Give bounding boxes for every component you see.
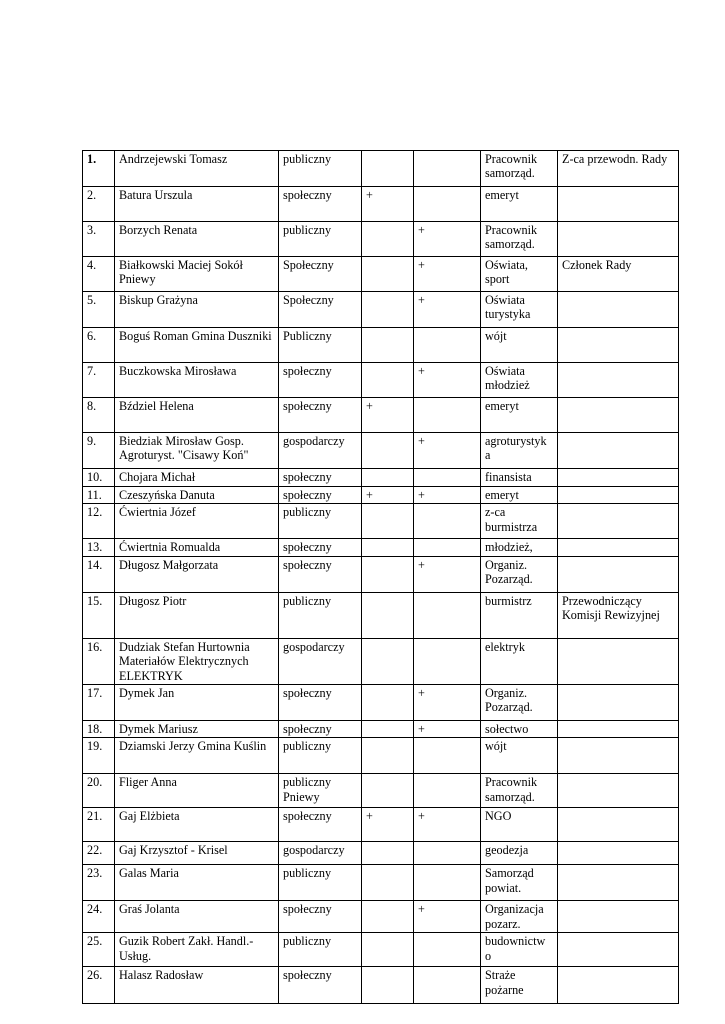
row-number: 12. xyxy=(83,504,115,539)
sector-cell: publiczny xyxy=(279,504,362,539)
role-cell: emeryt xyxy=(481,187,558,222)
role-cell: Organiz. Pozarząd. xyxy=(481,685,558,721)
mark-cell-1 xyxy=(362,151,414,187)
row-number: 8. xyxy=(83,398,115,433)
row-number: 14. xyxy=(83,556,115,592)
remark-cell: Członek Rady xyxy=(558,257,679,292)
row-number: 21. xyxy=(83,808,115,842)
mark-cell-2 xyxy=(414,328,481,363)
member-name: Dziamski Jerzy Gmina Kuślin xyxy=(115,738,279,774)
role-cell: Pracownik samorząd. xyxy=(481,774,558,808)
row-number: 20. xyxy=(83,774,115,808)
row-number: 16. xyxy=(83,638,115,684)
table-row xyxy=(83,808,679,842)
role-cell: NGO xyxy=(481,808,558,842)
role-cell: emeryt xyxy=(481,487,558,504)
sector-cell: społeczny xyxy=(279,808,362,842)
row-number: 25. xyxy=(83,933,115,967)
table-row xyxy=(83,685,679,721)
member-name: Andrzejewski Tomasz xyxy=(115,151,279,187)
mark-cell-2 xyxy=(414,539,481,556)
table-row xyxy=(83,328,679,363)
table-row xyxy=(83,257,679,292)
mark-cell-1 xyxy=(362,556,414,592)
member-name: Galas Maria xyxy=(115,865,279,901)
row-number: 19. xyxy=(83,738,115,774)
table-row xyxy=(83,774,679,808)
mark-cell-2: + xyxy=(414,685,481,721)
mark-cell-1 xyxy=(362,504,414,539)
mark-cell-1 xyxy=(362,933,414,967)
mark-cell-2 xyxy=(414,187,481,222)
member-name: Borzych Renata xyxy=(115,222,279,257)
role-cell: Samorząd powiat. xyxy=(481,865,558,901)
row-number: 18. xyxy=(83,721,115,738)
mark-cell-1 xyxy=(362,222,414,257)
mark-cell-2: + xyxy=(414,721,481,738)
mark-cell-1 xyxy=(362,901,414,933)
table-row xyxy=(83,738,679,774)
table-row xyxy=(83,842,679,865)
row-number: 23. xyxy=(83,865,115,901)
table-row xyxy=(83,363,679,398)
mark-cell-1 xyxy=(362,638,414,684)
table-row xyxy=(83,539,679,556)
row-number: 6. xyxy=(83,328,115,363)
member-name: Długosz Piotr xyxy=(115,592,279,638)
sector-cell: społeczny xyxy=(279,721,362,738)
mark-cell-2 xyxy=(414,469,481,487)
member-name: Buczkowska Mirosława xyxy=(115,363,279,398)
sector-cell: społeczny xyxy=(279,469,362,487)
role-cell: Organizacja pozarz. xyxy=(481,901,558,933)
remark-cell xyxy=(558,504,679,539)
member-name: Halasz Radosław xyxy=(115,967,279,1004)
remark-cell xyxy=(558,556,679,592)
row-number: 26. xyxy=(83,967,115,1004)
mark-cell-2: + xyxy=(414,901,481,933)
role-cell: elektryk xyxy=(481,638,558,684)
remark-cell xyxy=(558,222,679,257)
mark-cell-2 xyxy=(414,933,481,967)
mark-cell-1 xyxy=(362,738,414,774)
table-row xyxy=(83,933,679,967)
mark-cell-1 xyxy=(362,328,414,363)
member-name: Dymek Mariusz xyxy=(115,721,279,738)
mark-cell-1 xyxy=(362,865,414,901)
sector-cell: gospodarczy xyxy=(279,638,362,684)
member-name: Długosz Małgorzata xyxy=(115,556,279,592)
mark-cell-1: + xyxy=(362,187,414,222)
role-cell: młodzież, xyxy=(481,539,558,556)
mark-cell-1: + xyxy=(362,398,414,433)
remark-cell xyxy=(558,933,679,967)
member-name: Bździel Helena xyxy=(115,398,279,433)
mark-cell-1 xyxy=(362,469,414,487)
role-cell: geodezja xyxy=(481,842,558,865)
member-name: Białkowski Maciej Sokół Pniewy xyxy=(115,257,279,292)
table-row xyxy=(83,592,679,638)
sector-cell: Społeczny xyxy=(279,292,362,328)
role-cell: budownictw o xyxy=(481,933,558,967)
sector-cell: publiczny xyxy=(279,865,362,901)
row-number: 22. xyxy=(83,842,115,865)
member-name: Biedziak Mirosław Gosp. Agroturyst. "Cisawy Koń" xyxy=(115,433,279,469)
sector-cell: społeczny xyxy=(279,187,362,222)
row-number: 1. xyxy=(83,151,115,187)
member-name: Czeszyńska Danuta xyxy=(115,487,279,504)
mark-cell-1: + xyxy=(362,808,414,842)
mark-cell-2 xyxy=(414,842,481,865)
sector-cell: publiczny xyxy=(279,738,362,774)
row-number: 11. xyxy=(83,487,115,504)
remark-cell xyxy=(558,967,679,1004)
member-name: Guzik Robert Zakł. Handl.-Usług. xyxy=(115,933,279,967)
member-name: Graś Jolanta xyxy=(115,901,279,933)
mark-cell-2: + xyxy=(414,433,481,469)
row-number: 15. xyxy=(83,592,115,638)
mark-cell-2 xyxy=(414,151,481,187)
role-cell: agroturystyk a xyxy=(481,433,558,469)
mark-cell-2 xyxy=(414,504,481,539)
sector-cell: społeczny xyxy=(279,487,362,504)
members-table xyxy=(82,150,679,1004)
remark-cell xyxy=(558,539,679,556)
role-cell: finansista xyxy=(481,469,558,487)
role-cell: Oświata, sport xyxy=(481,257,558,292)
mark-cell-1 xyxy=(362,292,414,328)
sector-cell: społeczny xyxy=(279,967,362,1004)
sector-cell: gospodarczy xyxy=(279,842,362,865)
mark-cell-2: + xyxy=(414,808,481,842)
remark-cell xyxy=(558,721,679,738)
role-cell: Pracownik samorząd. xyxy=(481,151,558,187)
sector-cell: publiczny xyxy=(279,151,362,187)
mark-cell-1 xyxy=(362,592,414,638)
member-name: Chojara Michał xyxy=(115,469,279,487)
mark-cell-1 xyxy=(362,967,414,1004)
sector-cell: publiczny xyxy=(279,592,362,638)
row-number: 4. xyxy=(83,257,115,292)
sector-cell: Publiczny xyxy=(279,328,362,363)
sector-cell: społeczny xyxy=(279,363,362,398)
sector-cell: publiczny xyxy=(279,222,362,257)
mark-cell-2 xyxy=(414,865,481,901)
sector-cell: publiczny Pniewy xyxy=(279,774,362,808)
mark-cell-2: + xyxy=(414,487,481,504)
remark-cell xyxy=(558,685,679,721)
remark-cell xyxy=(558,842,679,865)
sector-cell: społeczny xyxy=(279,685,362,721)
remark-cell xyxy=(558,487,679,504)
role-cell: burmistrz xyxy=(481,592,558,638)
remark-cell xyxy=(558,433,679,469)
row-number: 17. xyxy=(83,685,115,721)
role-cell: emeryt xyxy=(481,398,558,433)
mark-cell-1 xyxy=(362,257,414,292)
sector-cell: społeczny xyxy=(279,539,362,556)
role-cell: Oświata turystyka xyxy=(481,292,558,328)
remark-cell xyxy=(558,469,679,487)
mark-cell-1 xyxy=(362,539,414,556)
remark-cell xyxy=(558,865,679,901)
table-row xyxy=(83,151,679,187)
mark-cell-1 xyxy=(362,433,414,469)
remark-cell xyxy=(558,774,679,808)
row-number: 13. xyxy=(83,539,115,556)
table-row xyxy=(83,638,679,684)
role-cell: wójt xyxy=(481,328,558,363)
remark-cell xyxy=(558,901,679,933)
member-name: Gaj Elżbieta xyxy=(115,808,279,842)
table-row xyxy=(83,901,679,933)
member-name: Fliger Anna xyxy=(115,774,279,808)
row-number: 7. xyxy=(83,363,115,398)
table-row xyxy=(83,433,679,469)
mark-cell-2: + xyxy=(414,257,481,292)
table-row xyxy=(83,721,679,738)
mark-cell-2: + xyxy=(414,222,481,257)
table-row xyxy=(83,487,679,504)
remark-cell xyxy=(558,363,679,398)
sector-cell: gospodarczy xyxy=(279,433,362,469)
table-row xyxy=(83,222,679,257)
mark-cell-2 xyxy=(414,638,481,684)
mark-cell-1 xyxy=(362,721,414,738)
row-number: 2. xyxy=(83,187,115,222)
table-row xyxy=(83,398,679,433)
member-name: Batura Urszula xyxy=(115,187,279,222)
table-row xyxy=(83,967,679,1004)
mark-cell-1 xyxy=(362,363,414,398)
table-row xyxy=(83,469,679,487)
row-number: 10. xyxy=(83,469,115,487)
remark-cell: Z-ca przewodn. Rady xyxy=(558,151,679,187)
mark-cell-2 xyxy=(414,967,481,1004)
remark-cell xyxy=(558,638,679,684)
sector-cell: Społeczny xyxy=(279,257,362,292)
role-cell: Straże pożarne xyxy=(481,967,558,1004)
member-name: Dudziak Stefan Hurtownia Materiałów Elektrycznych ELEKTRYK xyxy=(115,638,279,684)
mark-cell-1: + xyxy=(362,487,414,504)
sector-cell: społeczny xyxy=(279,398,362,433)
remark-cell xyxy=(558,187,679,222)
table-row xyxy=(83,187,679,222)
member-name: Gaj Krzysztof - Krisel xyxy=(115,842,279,865)
role-cell: Oświata młodzież xyxy=(481,363,558,398)
mark-cell-2: + xyxy=(414,363,481,398)
remark-cell xyxy=(558,328,679,363)
mark-cell-2: + xyxy=(414,292,481,328)
table-body xyxy=(83,151,679,1004)
member-name: Boguś Roman Gmina Duszniki xyxy=(115,328,279,363)
mark-cell-2 xyxy=(414,398,481,433)
mark-cell-2 xyxy=(414,592,481,638)
mark-cell-2: + xyxy=(414,556,481,592)
role-cell: z-ca burmistrza xyxy=(481,504,558,539)
role-cell: wójt xyxy=(481,738,558,774)
sector-cell: publiczny xyxy=(279,933,362,967)
table-row xyxy=(83,292,679,328)
role-cell: sołectwo xyxy=(481,721,558,738)
row-number: 24. xyxy=(83,901,115,933)
row-number: 3. xyxy=(83,222,115,257)
remark-cell xyxy=(558,398,679,433)
mark-cell-1 xyxy=(362,842,414,865)
sector-cell: społeczny xyxy=(279,901,362,933)
member-name: Ćwiertnia Józef xyxy=(115,504,279,539)
member-name: Ćwiertnia Romualda xyxy=(115,539,279,556)
table-row xyxy=(83,556,679,592)
member-name: Dymek Jan xyxy=(115,685,279,721)
table-row xyxy=(83,504,679,539)
remark-cell xyxy=(558,738,679,774)
mark-cell-1 xyxy=(362,685,414,721)
table-row xyxy=(83,865,679,901)
remark-cell xyxy=(558,808,679,842)
role-cell: Organiz. Pozarząd. xyxy=(481,556,558,592)
mark-cell-2 xyxy=(414,738,481,774)
remark-cell: Przewodniczący Komisji Rewizyjnej xyxy=(558,592,679,638)
remark-cell xyxy=(558,292,679,328)
sector-cell: społeczny xyxy=(279,556,362,592)
member-name: Biskup Grażyna xyxy=(115,292,279,328)
row-number: 9. xyxy=(83,433,115,469)
mark-cell-2 xyxy=(414,774,481,808)
row-number: 5. xyxy=(83,292,115,328)
role-cell: Pracownik samorząd. xyxy=(481,222,558,257)
mark-cell-1 xyxy=(362,774,414,808)
